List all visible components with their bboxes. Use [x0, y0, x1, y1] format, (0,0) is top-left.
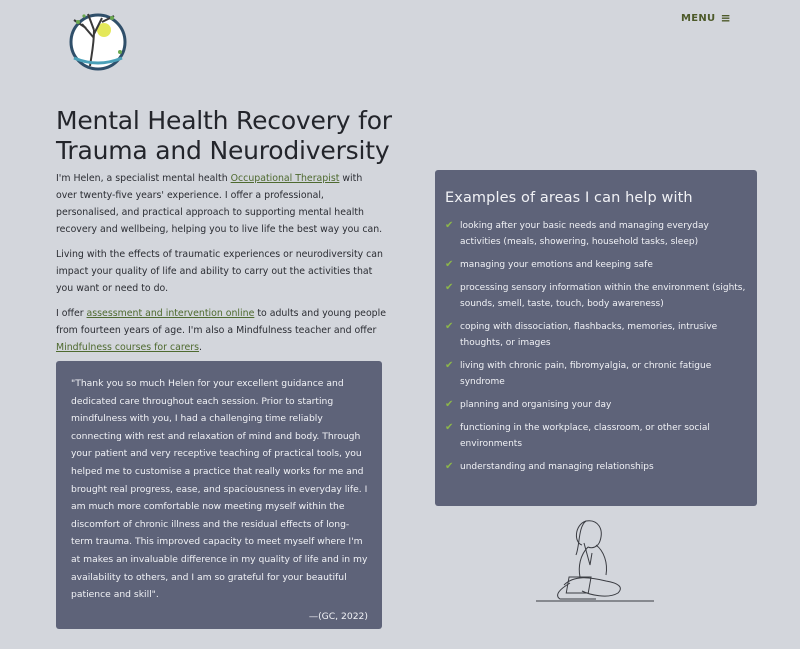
person-laptop-illustration [530, 515, 660, 607]
list-item: ✔ managing your emotions and keeping safe [445, 257, 747, 273]
areas-card [435, 170, 757, 506]
intro-text [56, 170, 386, 364]
testimonial-attribution: —(GC, 2022) [308, 610, 368, 622]
testimonial-card [56, 361, 382, 629]
areas-heading: Examples of areas I can help with [445, 190, 693, 206]
list-item: ✔ functioning in the workplace, classroom, or other social environments [445, 420, 747, 452]
list-item: ✔ planning and organising your day [445, 397, 747, 413]
menu-button[interactable] [681, 12, 731, 24]
leaf-check-icon: ✔ [445, 461, 454, 472]
intro-paragraph-1: I'm Helen, a specialist mental health Occupational Therapist with over twenty-five years' experience. I offer a professional, personalised, and practical approach to supporting mental health recovery and wellbeing, helping you to live life the best way you can. [56, 173, 383, 235]
list-item: ✔ looking after your basic needs and managing everyday activities (meals, showering, household tasks, sleep) [445, 218, 747, 250]
testimonial-quote: "Thank you so much Helen for your excellent guidance and dedicated care throughout each session. Prior to starting mindfulness with you, I had a challenging time reliably connecting with rest and relaxation of mind and body. Through your patient and very receptive teaching of practical tools, you helped me to customise a practice that really works for me and brought real progress, ease, and spaciousness in everyday life. I am much more comfortable now meeting myself within the discomfort of chronic illness and the residual effects of long-term trauma. This improved capacity to meet myself where I'm at makes an invaluable difference in my quality of life and in my availability to others, and I am so grateful for your beautiful patience and skill". [71, 378, 368, 601]
areas-list [445, 218, 747, 475]
leaf-check-icon: ✔ [445, 220, 454, 231]
leaf-check-icon: ✔ [445, 321, 454, 332]
occupational-therapist-link[interactable]: Occupational Therapist [230, 173, 340, 184]
leaf-check-icon: ✔ [445, 259, 454, 270]
leaf-check-icon: ✔ [445, 399, 454, 410]
menu-label: MENU [681, 12, 716, 24]
list-item: ✔ understanding and managing relationships [445, 459, 747, 475]
mindfulness-courses-link[interactable]: Mindfulness courses for carers [56, 342, 200, 353]
list-item: ✔ processing sensory information within the environment (sights, sounds, smell, taste, touch, body awareness) [445, 280, 747, 312]
page-title: Mental Health Recovery for Trauma and Neurodiversity [56, 106, 392, 165]
leaf-check-icon: ✔ [445, 282, 454, 293]
hamburger-icon: ≡ [720, 11, 731, 25]
list-item: ✔ coping with dissociation, flashbacks, memories, intrusive thoughts, or images [445, 319, 747, 351]
list-item: ✔ living with chronic pain, fibromyalgia, or chronic fatigue syndrome [445, 358, 747, 390]
intro-paragraph-3: I offer assessment and intervention online to adults and young people from fourteen years of age. I'm also a Mindfulness teacher and offer Mindfulness courses for carers. [56, 308, 387, 353]
logo[interactable] [64, 8, 132, 72]
leaf-check-icon: ✔ [445, 422, 454, 433]
leaf-check-icon: ✔ [445, 360, 454, 371]
assessment-link[interactable]: assessment and intervention online [86, 308, 255, 319]
intro-paragraph-2: Living with the effects of traumatic experiences or neurodiversity can impact your quality of life and ability to carry out the activities that you want or need to do. [56, 249, 383, 294]
logo-tree-icon [64, 8, 132, 72]
